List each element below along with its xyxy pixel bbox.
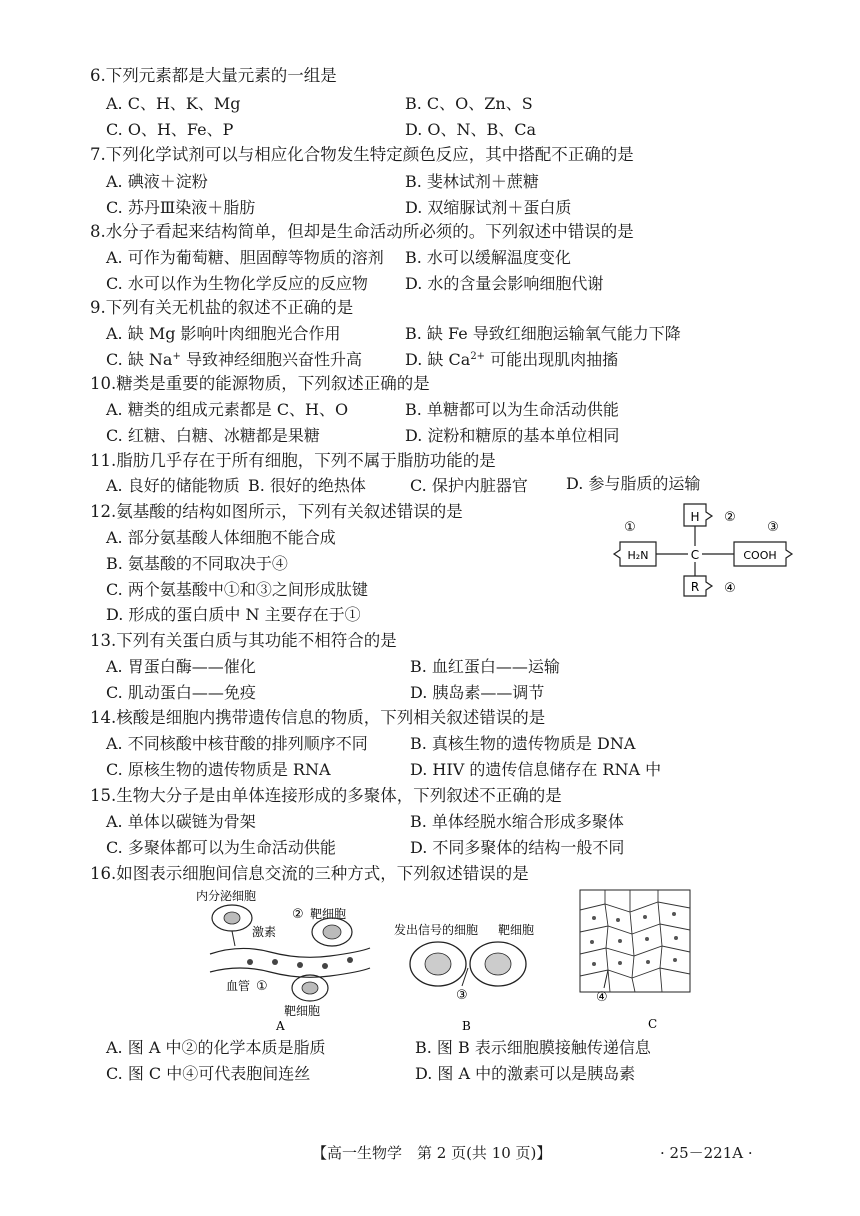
figure-b-label: B <box>462 1019 471 1033</box>
hormone-label: 激素 <box>252 925 277 939</box>
q11-option-c: C. 保护内脏器官 <box>410 476 528 495</box>
question-12-stem: 12.氨基酸的结构如图所示，下列有关叙述错误的是 <box>90 502 463 521</box>
amino-acid-structure-diagram <box>610 498 800 608</box>
b-marker-3: ③ <box>456 988 468 1003</box>
marker-1: ① <box>624 520 636 535</box>
a-marker-2: ② <box>292 907 304 922</box>
q14-option-d: D. HIV 的遗传信息储存在 RNA 中 <box>410 760 662 779</box>
figure-a-label: A <box>276 1019 285 1033</box>
q9-option-b: B. 缺 Fe 导致红细胞运输氧气能力下降 <box>405 324 681 343</box>
endocrine-cell-label: 内分泌细胞 <box>196 889 257 903</box>
question-13-stem: 13.下列有关蛋白质与其功能不相符合的是 <box>90 631 397 650</box>
q9-option-c: C. 缺 Na+ 导致神经细胞兴奋性升高 <box>106 350 362 369</box>
vessel-label: 血管 <box>226 979 251 993</box>
b-target-cell-label: 靶细胞 <box>498 923 535 937</box>
marker-2: ② <box>724 510 736 525</box>
signal-cell-label: 发出信号的细胞 <box>394 923 479 937</box>
c-marker-4: ④ <box>596 990 608 1005</box>
q10-option-c: C. 红糖、白糖、冰糖都是果糖 <box>106 426 320 445</box>
q7-option-b: B. 斐林试剂＋蔗糖 <box>405 172 539 191</box>
figure-b-cell-contact <box>394 922 534 1033</box>
q15-option-b: B. 单体经脱水缩合形成多聚体 <box>410 812 624 831</box>
q12-option-a: A. 部分氨基酸人体细胞不能合成 <box>106 528 336 547</box>
q6-option-c: C. O、H、Fe、P <box>106 120 234 139</box>
q8-option-a: A. 可作为葡萄糖、胆固醇等物质的溶剂 <box>106 248 384 267</box>
q13-option-b: B. 血红蛋白——运输 <box>410 657 560 676</box>
cell-communication-figure <box>180 884 700 1034</box>
q10-option-b: B. 单糖都可以为生命活动供能 <box>405 400 619 419</box>
q7-option-a: A. 碘液＋淀粉 <box>106 172 208 191</box>
q8-option-b: B. 水可以缓解温度变化 <box>405 248 571 267</box>
q12-option-c: C. 两个氨基酸中①和③之间形成肽键 <box>106 580 368 599</box>
q13-option-d: D. 胰岛素——调节 <box>410 683 545 702</box>
q14-option-b: B. 真核生物的遗传物质是 DNA <box>410 734 636 753</box>
q13-option-a: A. 胃蛋白酶——催化 <box>106 657 256 676</box>
q6-option-d: D. O、N、B、Ca <box>405 120 537 139</box>
q13-option-c: C. 肌动蛋白——免疫 <box>106 683 256 702</box>
question-7-stem: 7.下列化学试剂可以与相应化合物发生特定颜色反应，其中搭配不正确的是 <box>90 145 634 164</box>
q12-option-d: D. 形成的蛋白质中 N 主要存在于① <box>106 605 361 624</box>
q7-option-c: C. 苏丹Ⅲ染液＋脂肪 <box>106 198 256 217</box>
q16-option-b: B. 图 B 表示细胞膜接触传递信息 <box>415 1038 651 1057</box>
q8-option-d: D. 水的含量会影响细胞代谢 <box>405 274 604 293</box>
a-marker-1: ① <box>256 979 268 994</box>
q11-option-b: B. 很好的绝热体 <box>248 476 366 495</box>
q10-option-d: D. 淀粉和糖原的基本单位相同 <box>405 426 620 445</box>
q6-option-a: A. C、H、K、Mg <box>106 94 241 113</box>
q10-option-a: A. 糖类的组成元素都是 C、H、O <box>106 400 349 419</box>
q15-option-c: C. 多聚体都可以为生命活动供能 <box>106 838 336 857</box>
q16-option-a: A. 图 A 中②的化学本质是脂质 <box>106 1038 326 1057</box>
figure-a-hormone-signaling <box>196 888 370 1033</box>
question-16-stem: 16.如图表示细胞间信息交流的三种方式，下列叙述错误的是 <box>90 864 529 883</box>
q15-option-a: A. 单体以碳链为骨架 <box>106 812 256 831</box>
marker-4: ④ <box>724 581 736 596</box>
q12-option-b: B. 氨基酸的不同取决于④ <box>106 554 288 573</box>
q6-option-b: B. C、O、Zn、S <box>405 94 533 113</box>
question-11-stem: 11.脂肪几乎存在于所有细胞，下列不属于脂肪功能的是 <box>90 451 496 470</box>
cooh-label: COOH <box>743 549 777 562</box>
question-10-stem: 10.糖类是重要的能源物质，下列叙述正确的是 <box>90 374 430 393</box>
question-9-stem: 9.下列有关无机盐的叙述不正确的是 <box>90 298 354 317</box>
target-cell-top-label: 靶细胞 <box>310 907 347 921</box>
question-15-stem: 15.生物大分子是由单体连接形成的多聚体，下列叙述不正确的是 <box>90 786 562 805</box>
question-8-stem: 8.水分子看起来结构简单，但却是生命活动所必须的。下列叙述中错误的是 <box>90 222 634 241</box>
q11-option-d: D. 参与脂质的运输 <box>566 474 701 493</box>
q11-option-a: A. 良好的储能物质 <box>106 476 240 495</box>
h2n-label: H₂N <box>627 549 649 562</box>
q7-option-d: D. 双缩脲试剂＋蛋白质 <box>405 198 572 217</box>
figure-c-plasmodesmata <box>580 890 690 1031</box>
figure-c-label: C <box>648 1017 658 1031</box>
h-label: H <box>690 510 700 524</box>
q14-option-c: C. 原核生物的遗传物质是 RNA <box>106 760 331 779</box>
marker-3: ③ <box>767 520 779 535</box>
question-14-stem: 14.核酸是细胞内携带遗传信息的物质，下列相关叙述错误的是 <box>90 708 546 727</box>
paper-code: · 25－221A · <box>660 1144 753 1162</box>
q8-option-c: C. 水可以作为生物化学反应的反应物 <box>106 274 368 293</box>
q9-option-a: A. 缺 Mg 影响叶肉细胞光合作用 <box>106 324 341 343</box>
question-6-stem: 6.下列元素都是大量元素的一组是 <box>90 66 337 85</box>
q9-option-d: D. 缺 $Ca^{2+}$ 可能出现肌肉抽搐 <box>405 350 619 369</box>
r-label: R <box>690 580 700 594</box>
q14-option-a: A. 不同核酸中核苷酸的排列顺序不同 <box>106 734 368 753</box>
q16-option-d: D. 图 A 中的激素可以是胰岛素 <box>415 1064 636 1083</box>
q16-option-c: C. 图 C 中④可代表胞间连丝 <box>106 1064 311 1083</box>
target-cell-bottom-label: 靶细胞 <box>284 1004 321 1018</box>
c-label: C <box>690 548 700 562</box>
q15-option-d: D. 不同多聚体的结构一般不同 <box>410 838 625 857</box>
page-footer-label: 【高一生物学 第 2 页(共 10 页)】 <box>312 1144 552 1162</box>
